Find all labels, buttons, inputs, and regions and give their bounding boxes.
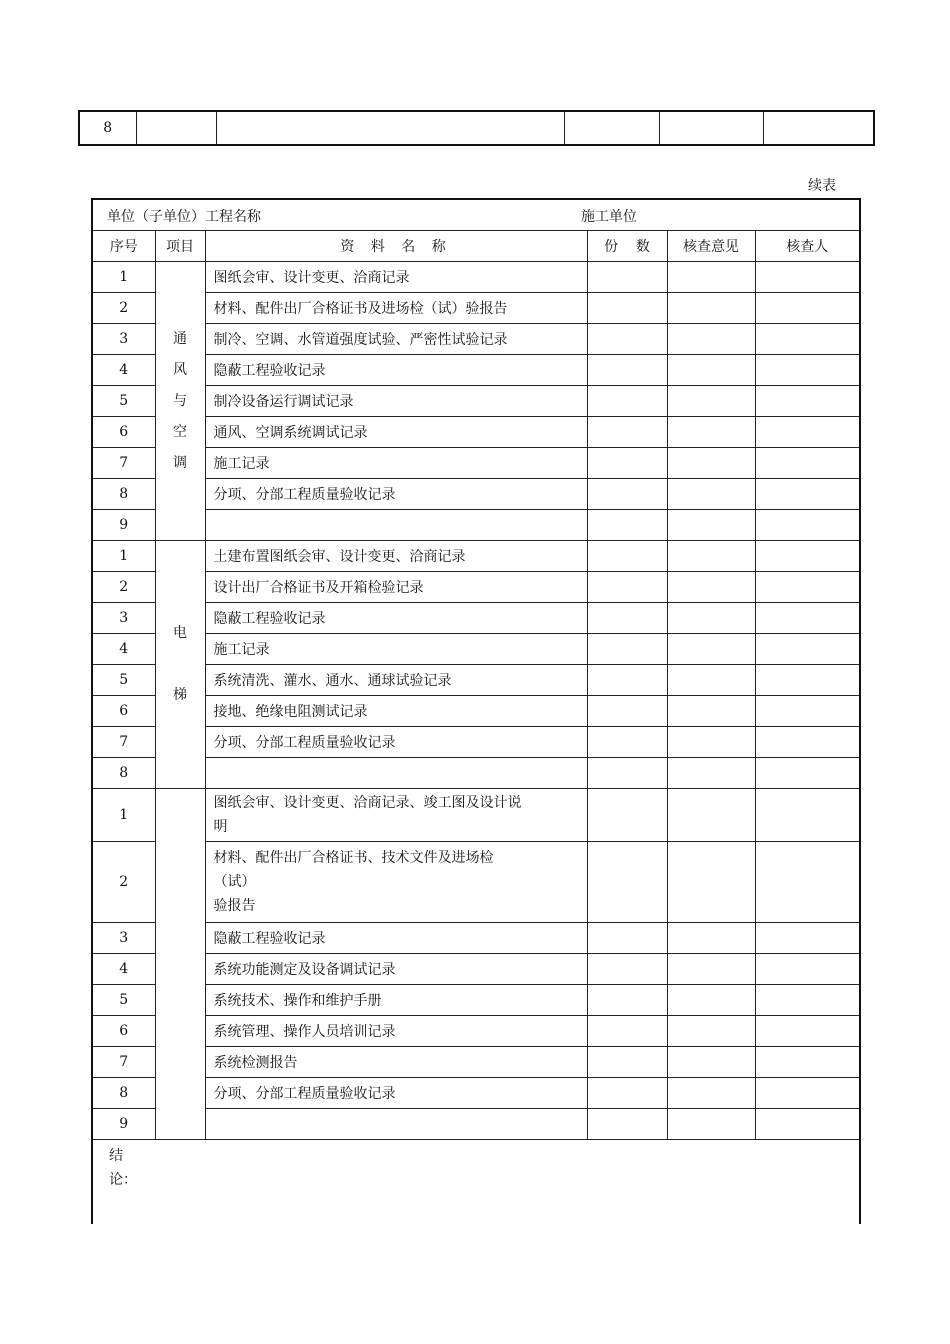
opinion-cell: [667, 324, 755, 355]
row-number: 4: [92, 634, 155, 665]
copies-cell: [587, 386, 667, 417]
col-header-item: 项目: [155, 231, 205, 262]
opinion-cell: [667, 293, 755, 324]
col-header-copies: 份 数: [587, 231, 667, 262]
table-row: [92, 1016, 860, 1047]
opinion-cell: [667, 1016, 755, 1047]
opinion-cell: [667, 923, 755, 954]
table-row: [92, 603, 860, 634]
material-name: 隐蔽工程验收记录: [205, 603, 587, 634]
material-name: [205, 842, 587, 923]
copies-cell: [587, 572, 667, 603]
category-char: 通: [173, 330, 187, 347]
copies-cell: [587, 479, 667, 510]
material-name-line: 验报告: [213, 898, 256, 914]
row-number: 5: [92, 665, 155, 696]
copies-cell: [587, 355, 667, 386]
opinion-cell: [667, 541, 755, 572]
table-row: [92, 923, 860, 954]
table-row: [92, 510, 860, 541]
copies-cell: [587, 634, 667, 665]
material-check-table: [91, 198, 861, 1224]
row-number: 3: [92, 923, 155, 954]
table-row: [92, 417, 860, 448]
opinion-cell: [667, 1109, 755, 1140]
table-cell: [659, 111, 763, 145]
category-elevator: [155, 541, 205, 789]
material-name-line: （试）: [213, 874, 256, 890]
copies-cell: [587, 448, 667, 479]
opinion-cell: [667, 954, 755, 985]
material-name: 施工记录: [205, 448, 587, 479]
column-header-row: [92, 231, 860, 262]
copies-cell: [587, 954, 667, 985]
checker-cell: [755, 727, 860, 758]
row-number: 6: [92, 696, 155, 727]
opinion-cell: [667, 789, 755, 842]
checker-cell: [755, 603, 860, 634]
material-name: 系统功能测定及设备调试记录: [205, 954, 587, 985]
conclusion-row: [92, 1140, 860, 1225]
row-number: 8: [92, 1078, 155, 1109]
col-header-opinion: 核查意见: [667, 231, 755, 262]
checker-cell: [755, 758, 860, 789]
copies-cell: [587, 541, 667, 572]
copies-cell: [587, 842, 667, 923]
copies-cell: [587, 417, 667, 448]
checker-cell: [755, 479, 860, 510]
material-name: 系统管理、操作人员培训记录: [205, 1016, 587, 1047]
row-number: 8: [79, 111, 136, 145]
row-number: 1: [92, 789, 155, 842]
row-number: 1: [92, 541, 155, 572]
table-row: [92, 727, 860, 758]
material-name-line: 图纸会审、设计变更、洽商记录、竣工图及设计说: [213, 795, 522, 811]
material-name: 土建布置图纸会审、设计变更、洽商记录: [205, 541, 587, 572]
copies-cell: [587, 1047, 667, 1078]
material-name: 分项、分部工程质量验收记录: [205, 727, 587, 758]
copies-cell: [587, 510, 667, 541]
material-name: 分项、分部工程质量验收记录: [205, 479, 587, 510]
row-number: 9: [92, 1109, 155, 1140]
material-name: 系统技术、操作和维护手册: [205, 985, 587, 1016]
table-row: [92, 842, 860, 923]
checker-cell: [755, 510, 860, 541]
table-row: [92, 386, 860, 417]
table-row: [92, 262, 860, 293]
material-name: 分项、分部工程质量验收记录: [205, 1078, 587, 1109]
category-char: 电: [173, 625, 187, 641]
row-number: 4: [92, 954, 155, 985]
copies-cell: [587, 985, 667, 1016]
table-row: [92, 324, 860, 355]
opinion-cell: [667, 665, 755, 696]
table-row: [92, 696, 860, 727]
table-cell: [763, 111, 874, 145]
checker-cell: [755, 417, 860, 448]
table-row: [92, 758, 860, 789]
row-number: 8: [92, 479, 155, 510]
row-number: 7: [92, 727, 155, 758]
col-header-material-name: 资 料 名 称: [205, 231, 587, 262]
row-number: 3: [92, 603, 155, 634]
checker-cell: [755, 572, 860, 603]
table-row: [92, 572, 860, 603]
header-info-row: [92, 199, 860, 231]
conclusion-label: 结: [109, 1148, 123, 1164]
checker-cell: [755, 448, 860, 479]
category-char: 梯: [173, 687, 187, 703]
row-number: 2: [92, 842, 155, 923]
table-row: [92, 541, 860, 572]
category-char: 与: [173, 392, 187, 409]
opinion-cell: [667, 842, 755, 923]
copies-cell: [587, 1078, 667, 1109]
checker-cell: [755, 985, 860, 1016]
row-number: 5: [92, 386, 155, 417]
checker-cell: [755, 696, 860, 727]
checker-cell: [755, 634, 860, 665]
material-name: 制冷设备运行调试记录: [205, 386, 587, 417]
material-name: 图纸会审、设计变更、洽商记录: [205, 262, 587, 293]
row-number: 1: [92, 262, 155, 293]
checker-cell: [755, 355, 860, 386]
table-row: [92, 1109, 860, 1140]
table-cell: [564, 111, 659, 145]
row-number: 3: [92, 324, 155, 355]
opinion-cell: [667, 572, 755, 603]
table-row: [92, 634, 860, 665]
row-number: 6: [92, 417, 155, 448]
opinion-cell: [667, 1078, 755, 1109]
table-row: [92, 985, 860, 1016]
table-row: [92, 355, 860, 386]
opinion-cell: [667, 448, 755, 479]
checker-cell: [755, 923, 860, 954]
copies-cell: [587, 696, 667, 727]
conclusion-label: 论：: [109, 1172, 137, 1188]
category-char-spacer: [156, 649, 205, 680]
checker-cell: [755, 1016, 860, 1047]
material-name: [205, 510, 587, 541]
category-char: 风: [173, 361, 187, 378]
opinion-cell: [667, 262, 755, 293]
opinion-cell: [667, 510, 755, 541]
material-name: 材料、配件出厂合格证书及进场检（试）验报告: [205, 293, 587, 324]
material-name: 隐蔽工程验收记录: [205, 355, 587, 386]
table-row: [79, 111, 874, 145]
checker-cell: [755, 262, 860, 293]
material-name: 系统检测报告: [205, 1047, 587, 1078]
material-name: 接地、绝缘电阻测试记录: [205, 696, 587, 727]
checker-cell: [755, 842, 860, 923]
row-number: 6: [92, 1016, 155, 1047]
row-number: 2: [92, 572, 155, 603]
checker-cell: [755, 293, 860, 324]
row-number: 4: [92, 355, 155, 386]
material-name: [205, 1109, 587, 1140]
row-number: 5: [92, 985, 155, 1016]
material-name-line: 材料、配件出厂合格证书、技术文件及进场检: [213, 850, 494, 866]
checker-cell: [755, 1109, 860, 1140]
row-number: 2: [92, 293, 155, 324]
checker-cell: [755, 1078, 860, 1109]
table-row: [92, 954, 860, 985]
material-name: 隐蔽工程验收记录: [205, 923, 587, 954]
table-row: [92, 1078, 860, 1109]
material-name: 制冷、空调、水管道强度试验、严密性试验记录: [205, 324, 587, 355]
material-name: [205, 789, 587, 842]
opinion-cell: [667, 417, 755, 448]
table-row: [92, 1047, 860, 1078]
construction-unit-label: 施工单位: [581, 209, 637, 225]
previous-page-table: [78, 110, 875, 146]
material-name: 设计出厂合格证书及开箱检验记录: [205, 572, 587, 603]
header-info-cell: [92, 199, 860, 231]
table-cell: [136, 111, 216, 145]
project-name-label: 单位（子单位）工程名称: [107, 209, 261, 225]
copies-cell: [587, 262, 667, 293]
opinion-cell: [667, 727, 755, 758]
continued-label: 续表: [808, 178, 836, 194]
copies-cell: [587, 603, 667, 634]
conclusion-cell: [92, 1140, 860, 1225]
col-header-checker: 核查人: [755, 231, 860, 262]
checker-cell: [755, 954, 860, 985]
copies-cell: [587, 1109, 667, 1140]
table-row: [92, 479, 860, 510]
table-row: [92, 789, 860, 842]
copies-cell: [587, 1016, 667, 1047]
copies-cell: [587, 923, 667, 954]
opinion-cell: [667, 696, 755, 727]
table-row: [92, 293, 860, 324]
opinion-cell: [667, 985, 755, 1016]
checker-cell: [755, 324, 860, 355]
row-number: 8: [92, 758, 155, 789]
row-number: 7: [92, 1047, 155, 1078]
category-blank: [155, 789, 205, 1140]
category-char: 调: [173, 454, 187, 471]
opinion-cell: [667, 386, 755, 417]
material-name-line: 明: [213, 819, 228, 835]
copies-cell: [587, 665, 667, 696]
table-row: [92, 665, 860, 696]
table-cell: [216, 111, 564, 145]
opinion-cell: [667, 634, 755, 665]
material-name: 施工记录: [205, 634, 587, 665]
row-number: 7: [92, 448, 155, 479]
col-header-no: 序号: [92, 231, 155, 262]
checker-cell: [755, 386, 860, 417]
material-name: 系统清洗、灌水、通水、通球试验记录: [205, 665, 587, 696]
opinion-cell: [667, 1047, 755, 1078]
checker-cell: [755, 541, 860, 572]
category-hvac: [155, 262, 205, 541]
copies-cell: [587, 293, 667, 324]
opinion-cell: [667, 355, 755, 386]
row-number: 9: [92, 510, 155, 541]
opinion-cell: [667, 758, 755, 789]
copies-cell: [587, 789, 667, 842]
checker-cell: [755, 789, 860, 842]
copies-cell: [587, 758, 667, 789]
opinion-cell: [667, 603, 755, 634]
table-row: [92, 448, 860, 479]
copies-cell: [587, 727, 667, 758]
checker-cell: [755, 665, 860, 696]
copies-cell: [587, 324, 667, 355]
material-name: [205, 758, 587, 789]
material-name: 通风、空调系统调试记录: [205, 417, 587, 448]
checker-cell: [755, 1047, 860, 1078]
opinion-cell: [667, 479, 755, 510]
category-char: 空: [173, 423, 187, 440]
